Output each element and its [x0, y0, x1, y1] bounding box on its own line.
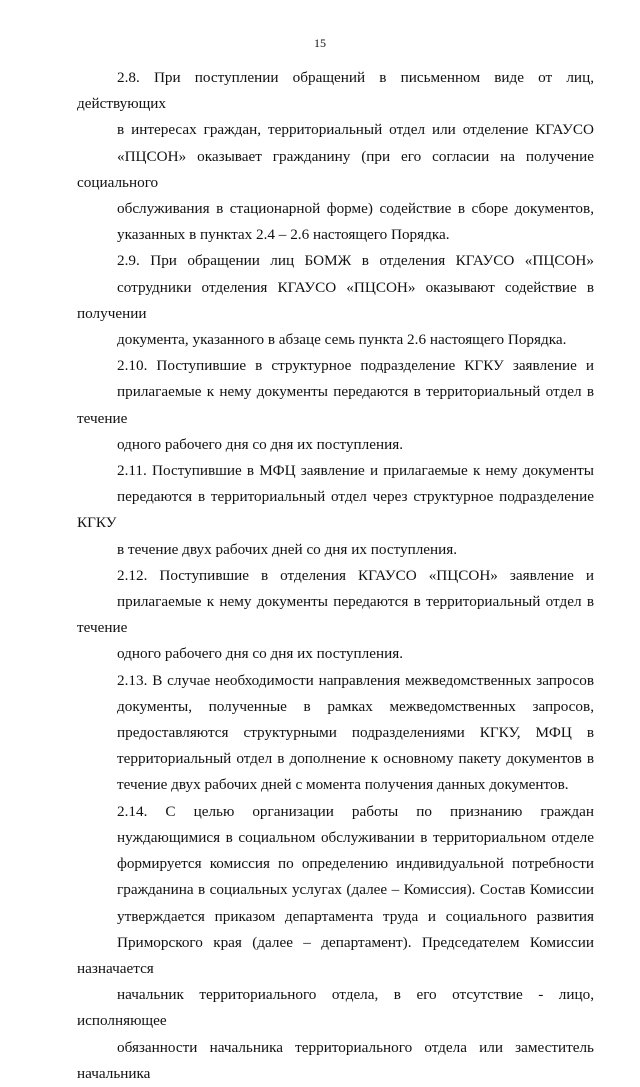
text-line: прилагаемые к нему документы передаются в территориальный отдел в течение: [77, 593, 594, 637]
text-line: формируется комиссия по определению индивидуальной потребности: [117, 855, 594, 873]
text-line: Приморского края (далее – департамент). Председателем Комиссии назначается: [77, 933, 594, 977]
text-line: сотрудники отделения КГАУСО «ПЦСОН» оказывают содействие в получении: [77, 278, 594, 322]
text-line: 2.9. При обращении лиц БОМЖ в отделения КГАУСО «ПЦСОН»: [117, 252, 594, 270]
text-line: 2.11. Поступившие в МФЦ заявление и прилагаемые к нему документы: [117, 462, 594, 480]
text-line: 2.8. При поступлении обращений в письменном виде от лиц, действующих: [77, 69, 594, 113]
text-line: документы, полученные в рамках межведомственных запросов,: [117, 697, 594, 715]
paragraph-2-9: [77, 248, 594, 353]
text-line: «ПЦСОН» оказывает гражданину (при его согласии на получение социального: [77, 147, 594, 191]
text-line: 2.12. Поступившие в отделения КГАУСО «ПЦСОН» заявление и: [117, 566, 594, 584]
text-line: 2.14. С целью организации работы по признанию граждан: [117, 802, 594, 820]
text-line: в интересах граждан, территориальный отдел или отделение КГАУСО: [117, 121, 594, 139]
text-line: 2.13. В случае необходимости направления межведомственных запросов: [117, 671, 594, 689]
document-body: [77, 65, 594, 1087]
page-number: 15: [314, 36, 326, 50]
text-line: обязанности начальника территориального отдела или заместитель начальника: [77, 1038, 594, 1082]
text-line: начальник территориального отдела, в его отсутствие - лицо, исполняющее: [77, 986, 594, 1030]
text-line: в течение двух рабочих дней со дня их поступления.: [117, 540, 458, 558]
paragraph-2-14: [77, 799, 594, 1087]
text-line: предоставляются структурными подразделениями КГКУ, МФЦ в: [117, 724, 594, 742]
paragraph-2-8: [77, 65, 594, 248]
text-line: 2.10. Поступившие в структурное подразделение КГКУ заявление и: [117, 357, 594, 375]
text-line: территориальный отдел в дополнение к основному пакету документов в: [117, 750, 594, 768]
text-line: одного рабочего дня со дня их поступления.: [117, 435, 404, 453]
text-line: одного рабочего дня со дня их поступления.: [117, 645, 404, 663]
text-line: передаются в территориальный отдел через структурное подразделение КГКУ: [77, 488, 594, 532]
paragraph-2-12: [77, 563, 594, 668]
text-line: нуждающимися в социальном обслуживании в территориальном отделе: [117, 828, 594, 846]
paragraph-2-13: [77, 668, 594, 799]
paragraph-2-11: [77, 458, 594, 563]
paragraph-2-10: [77, 353, 594, 458]
text-line: гражданина в социальных услугах (далее – Комиссия). Состав Комиссии: [117, 881, 594, 899]
text-line: документа, указанного в абзаце семь пункта 2.6 настоящего Порядка.: [117, 331, 567, 349]
text-line: утверждается приказом департамента труда и социального развития: [117, 907, 594, 925]
text-line: указанных в пунктах 2.4 – 2.6 настоящего Порядка.: [117, 226, 450, 244]
text-line: обслуживания в стационарной форме) содействие в сборе документов,: [117, 200, 594, 218]
text-line: течение двух рабочих дней с момента получения данных документов.: [117, 776, 569, 794]
text-line: прилагаемые к нему документы передаются в территориальный отдел в течение: [77, 383, 594, 427]
